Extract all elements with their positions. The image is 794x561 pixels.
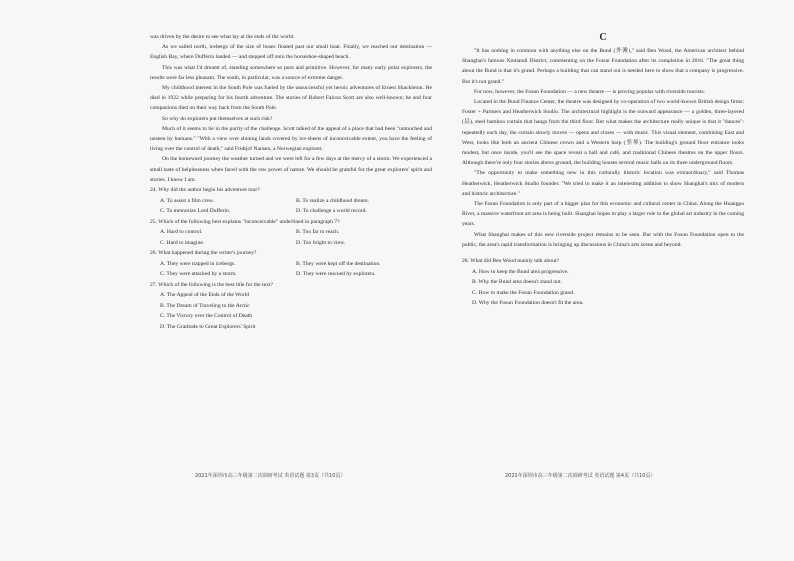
- option: A. They were trapped in icebergs.: [160, 260, 236, 267]
- option: D. The Gratitude to Great Explorers' Spirit: [160, 323, 256, 330]
- left-page: [150, 32, 432, 561]
- option: B. To realize a childhood dream.: [296, 197, 369, 204]
- option: A. The Appeal of the Ends of the World: [160, 292, 249, 299]
- option: C. How to make the Fosun Foundation grand.: [472, 289, 575, 296]
- option: C. Hard to imagine.: [160, 239, 205, 246]
- option: A. To assist a film crew.: [160, 197, 214, 204]
- paragraph: My childhood interest in the South Pole was fueled by the unsuccessful yet heroic adventures of Ernest Shackleton. He died in 1922 while preparing for his fourth adventure. The stories of Robert Falcon Scott are also well-known; he and four companions died on their way back from the South Pole.: [150, 85, 432, 112]
- question-28: [462, 256, 744, 309]
- option: B. The Dream of Traveling to the Arctic: [160, 302, 250, 309]
- paragraph: So why do explorers put themselves at such risk?: [162, 115, 273, 122]
- option: A. How to keep the Bund area progressive.: [472, 268, 569, 275]
- option: D. Too bright to view.: [296, 239, 346, 246]
- paragraph: Much of it seems to lie in the purity of the challenge. Scott talked of the appeal of a place that had been "untouched and unseen by humans." "With a view over shining lands covered by ice-sheets of inconceivable extent, you have the feeling of living over the control of death," said Fridtjof Nansen, a Norwegian explorer.: [150, 125, 432, 153]
- paragraph: "It has nothing in common with anything else on the Bund (外滩)," said Ben Wood, the American architect behind Shanghai's famous Xintiandi District, commenting on the Fosun Foundation after its completion in 2016. "The great thing about the Bund is that it's grand. Perhaps a building that can stand out is needed here to show that a company is progressive. But it's not grand.": [462, 48, 744, 85]
- question-stem: 27. Which of the following is the best title for the text?: [150, 281, 273, 288]
- option: C. To memorize Lord Dufferin.: [160, 208, 231, 215]
- question-stem: 26. What happened during the writer's journey?: [150, 250, 257, 257]
- question-stem: 24. Why did the author begin his adventure tour?: [150, 187, 260, 194]
- option: C. They were attacked by a storm.: [160, 271, 237, 278]
- question-25: [150, 217, 432, 249]
- right-page: [462, 32, 744, 561]
- question-stem: 28. What did Ben Wood mainly talk about?: [462, 258, 559, 265]
- page-footer: 2021年深圳市高三年级第二次调研考试 英语试题 第3页（共10页）: [195, 473, 346, 479]
- option: C. The Victory over the Control of Death: [160, 313, 253, 320]
- paragraph: As we sailed north, icebergs of the size of buses floated past our small boat. Finally, we reached our destination — English Bay, where Dufferin landed — and stepped off onto the horseshoe-shaped beach.: [150, 44, 432, 61]
- option: A. Hard to control.: [160, 229, 203, 236]
- question-27: [150, 280, 432, 333]
- paragraph: The Fosun Foundation is only part of a bigger plan for this economic and cultural center in China. Along the Huangpu River, a massive waterfront art area is being built. Shanghai hopes to play a larger role in the global art industry in the coming years.: [462, 201, 744, 228]
- question-stem: 25. Which of the following best explains "inconceivable" underlined in paragraph 7?: [150, 218, 340, 225]
- option: D. To challenge a world record.: [296, 208, 367, 215]
- option: B. They were kept off the destination.: [296, 260, 381, 267]
- page-footer: 2021年深圳市高三年级第二次调研考试 英语试题 第4页（共10页）: [505, 473, 656, 479]
- option: B. Too far to reach.: [296, 229, 340, 236]
- question-24: [150, 185, 432, 217]
- paragraph: On the homeward journey the weather turned and we were left for a few days at the mercy of a storm. We experienced a small taste of helplessness when faced with the raw power of nature. We should be grateful for the great explorers' spirit and stories. I know I am.: [150, 156, 432, 183]
- section-heading: C: [599, 32, 607, 43]
- paragraph: was driven by the desire to see what lay at the ends of the world.: [150, 34, 295, 40]
- paragraph: "The opportunity to make something new in this culturally historic location was extraordinary," said Thomas Heatherwick, Heatherwick Studio founder. "We tried to make it an interesting addition to show Shanghai's mix of modern and historic architecture.": [462, 170, 744, 197]
- option: D. They were rescued by explorers.: [296, 271, 376, 278]
- question-26: [150, 248, 432, 280]
- paragraph: What Shanghai makes of this new riverside project remains to be seen. But with the Fosun Foundation open to the public, the area's rapid transformation is bringing up discussions in China's arts scene and beyond.: [462, 231, 744, 248]
- option: B. Why the Bund area doesn't stand out.: [472, 279, 562, 286]
- paragraph: Located in the Bund Finance Center, the theatre was designed by co-operation of two world-known British design firms: Foster + Partners and Heatherwick Studio. The architectural highlight is the outward appearance — a golden, three-layered (层), steel bamboo curtain that hangs from the third floor. But what makes the architecture really unique is that it "dances": repeatedly each day, the curtain slowly moves — opens and closes — with music. This visual element, combining East and West, looks like both an ancient Chinese crown and a Western harp (竖琴). The building's ground floor entrance looks modest, but once inside, you'll see the space reveal a hall and café, and traditional Chinese theatres on the upper floors. Although there're only four stories above ground, the building houses several music halls on its three underground floors.: [462, 99, 744, 167]
- paragraph: For now, however, the Fosun Foundation — a new theatre — is proving popular with riverside tourists.: [474, 88, 706, 95]
- option: D. Why the Fosun Foundation doesn't fit the area.: [472, 300, 584, 307]
- paragraph: This was what I'd dreamt of, standing somewhere so pure and primitive. However, for many early polar explorers, the results were far less pleasant. The south, in particular, was a source of extreme danger.: [150, 64, 432, 81]
